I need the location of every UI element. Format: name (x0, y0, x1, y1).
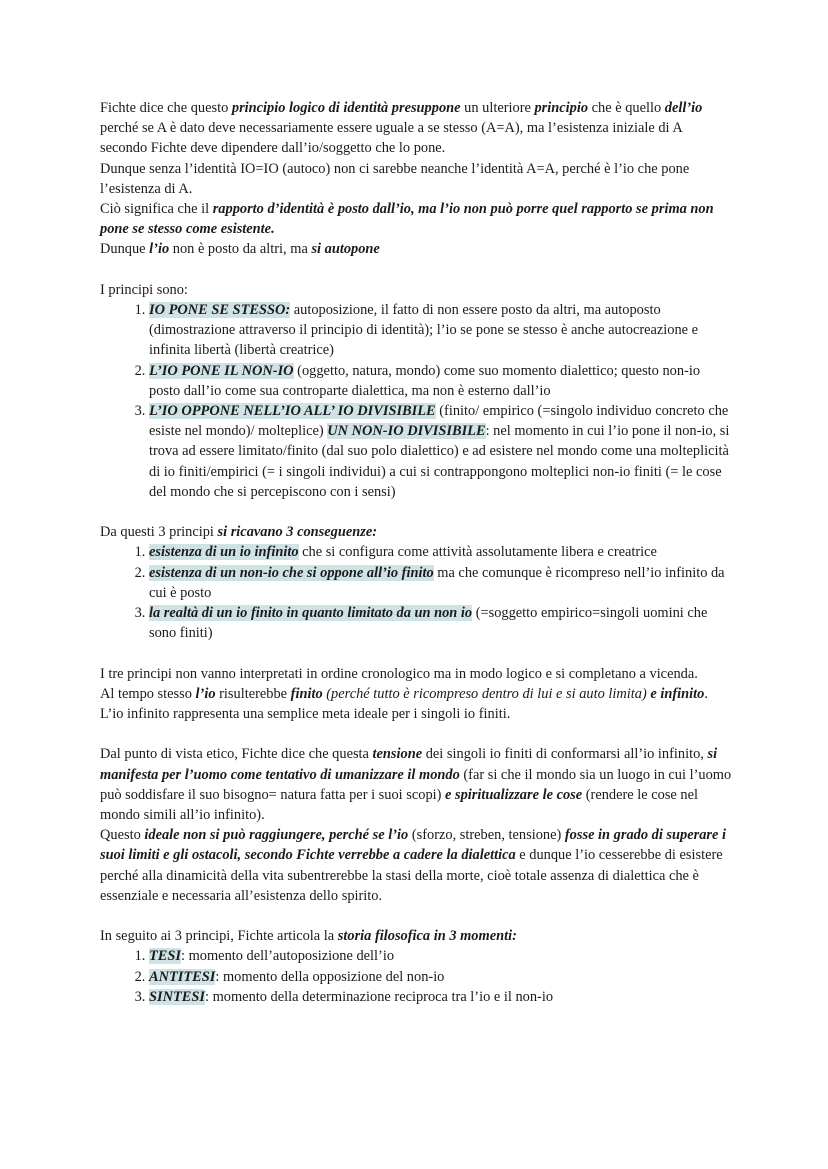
text-run: Fichte dice che questo (100, 100, 232, 116)
text-run: : momento della determinazione reciproca tra l’io e il non-io (205, 988, 554, 1005)
text-run: risulterebbe (215, 685, 291, 702)
document-page (100, 98, 732, 1007)
text-run: che è quello (588, 100, 665, 116)
principi-intro (100, 280, 732, 300)
text-run: un ulteriore (460, 100, 535, 116)
text-run: non è posto da altri, ma (169, 241, 312, 258)
paragraph (100, 704, 732, 724)
text-run: e dunque l’io cesserebbe di esistere perché alla dinamicità della vita subentrerebbe la stasi della morte, cioè totale assenza di dialettica che è essenziale e necessaria all’esistenza dello spirito. (100, 847, 723, 904)
text-run: Al tempo stesso (100, 685, 196, 702)
text-run: . (704, 685, 708, 702)
text-run: dei singoli io finiti di conformarsi all’io infinito, (422, 746, 708, 763)
emphasis-text: fosse in grado di superare i suoi limiti e gli ostacoli, secondo Fichte verrebbe a cadere la dialettica (100, 827, 726, 864)
storia-list (100, 946, 732, 1007)
text-run: (far si che il mondo sia un luogo in cui l’uomo può soddisfare il suo bisogno= natura fatta per i suoi scopi) (100, 766, 732, 803)
conseguenze-intro (100, 522, 732, 542)
text-run: (sforzo, streben, tensione) (408, 827, 565, 844)
emphasis-text: e spiritualizzare le cose (445, 786, 583, 803)
text-run: Da questi 3 principi (100, 524, 218, 541)
list-item (149, 967, 732, 987)
emphasis-text: l’io (195, 685, 216, 702)
paragraph (100, 98, 732, 159)
text-run: perché se A è dato deve necessariamente essere uguale a se stesso (A=A), ma l’esistenza iniziale di A secondo Fichte deve dipendere dall’io/soggetto che lo pone. (100, 120, 682, 157)
emphasis-text: e infinito (650, 685, 705, 702)
text-run: Dunque senza l’identità IO=IO (autoco) non ci sarebbe neanche l’identità A=A, perché è l’io che pone l’esistenza di A. (100, 160, 690, 197)
text-run: autoposizione, il fatto di non essere posto da altri, ma autoposto (dimostrazione attraverso il principio di identità); l’io se pone se stesso è anche autocreazione e infinita libertà (libertà creatrice) (149, 302, 699, 359)
principi-list (100, 300, 732, 502)
emphasis-text: si ricavano 3 conseguenze: (217, 524, 378, 541)
text-run: Dal punto di vista etico, Fichte dice che questa (100, 746, 373, 763)
list-item (149, 361, 732, 401)
text-run: : momento dell’autoposizione dell’io (181, 948, 395, 965)
emphasis-text: si manifesta per l’uomo come tentativo di umanizzare il mondo (100, 746, 718, 783)
list-item (149, 542, 732, 562)
text-run: (=soggetto empirico=singoli uomini che sono finiti) (149, 605, 708, 642)
text-run: (perché tutto è ricompreso dentro di lui e si auto limita) (322, 685, 651, 702)
text-run: che si configura come attività assolutamente libera e creatrice (298, 544, 657, 561)
text-run: I principi sono: (100, 281, 188, 298)
emphasis-text: si autopone (311, 241, 380, 258)
text-run: Dunque (100, 241, 150, 258)
highlighted-text: esistenza di un non-io che si oppone all’io finito (149, 564, 434, 581)
list-item (149, 401, 732, 502)
text-run: (finito/ empirico (=singolo individuo concreto che esiste nel mondo)/ molteplice) (149, 403, 729, 440)
highlighted-text: L’IO OPPONE NELL’IO ALL’ IO DIVISIBILE (149, 403, 436, 420)
highlighted-text: ANTITESI (149, 968, 216, 985)
emphasis-text: rapporto d’identità è posto dall’io, ma l’io non può porre quel rapporto se prima non pone se stesso come esistente. (100, 201, 714, 238)
text-run: (rendere le cose nel mondo simili all’io infinito). (100, 786, 698, 824)
list-item (149, 603, 732, 643)
list-item (149, 563, 732, 603)
highlighted-text: esistenza di un io infinito (149, 544, 299, 561)
text-run: : momento della opposizione del non-io (215, 968, 445, 985)
paragraph (100, 239, 732, 259)
list-item (149, 300, 732, 361)
paragraph (100, 664, 732, 684)
highlighted-text: la realtà di un io finito in quanto limitato da un non io (149, 605, 473, 622)
text-run: In seguito ai 3 principi, Fichte articola la (100, 928, 338, 945)
highlighted-text: TESI (149, 948, 181, 965)
storia-intro (100, 926, 732, 946)
text-run: L’io infinito rappresenta una semplice meta ideale per i singoli io finiti. (100, 706, 511, 723)
emphasis-text: principio (534, 100, 589, 116)
emphasis-text: finito (290, 685, 323, 702)
paragraph (100, 825, 732, 906)
text-run: ma che comunque è ricompreso nell’io infinito da cui è posto (149, 564, 725, 601)
highlighted-text: L’IO PONE IL NON-IO (149, 362, 294, 379)
conseguenze-list (100, 542, 732, 643)
list-item (149, 946, 732, 966)
text-run: Ciò significa che il (100, 201, 213, 218)
emphasis-text: ideale non si può raggiungere, perché se l’io (144, 827, 409, 844)
text-run: Questo (100, 827, 145, 844)
emphasis-text: storia filosofica in 3 momenti: (337, 928, 517, 945)
paragraph (100, 744, 732, 825)
paragraph (100, 159, 732, 199)
highlighted-text: SINTESI (149, 988, 205, 1005)
emphasis-text: dell’io (664, 100, 703, 116)
emphasis-text: l’io (149, 241, 170, 258)
paragraph (100, 684, 732, 704)
emphasis-text: tensione (372, 746, 423, 763)
paragraph (100, 199, 732, 239)
emphasis-text: principio logico di identità presuppone (231, 100, 461, 116)
text-run: I tre principi non vanno interpretati in ordine cronologico ma in modo logico e si completano a vicenda. (100, 665, 698, 682)
list-item (149, 987, 732, 1007)
text-run: (oggetto, natura, mondo) come suo momento dialettico; questo non-io posto dall’io come sua controparte dialettica, ma non è esterno dall’io (149, 362, 701, 399)
highlighted-text: UN NON-IO DIVISIBILE (327, 423, 486, 440)
highlighted-text: IO PONE SE STESSO: (149, 302, 291, 319)
text-run: : nel momento in cui l’io pone il non-io, si trova ad essere limitato/finito (dal suo polo dialettico) e ad esistere nel mondo come una molteplicità di io finiti/empirici (= i singoli individui) a cui si contrappongono molteplici non-io finiti (= le cose del mondo che si percepiscono con i sensi) (149, 423, 730, 500)
